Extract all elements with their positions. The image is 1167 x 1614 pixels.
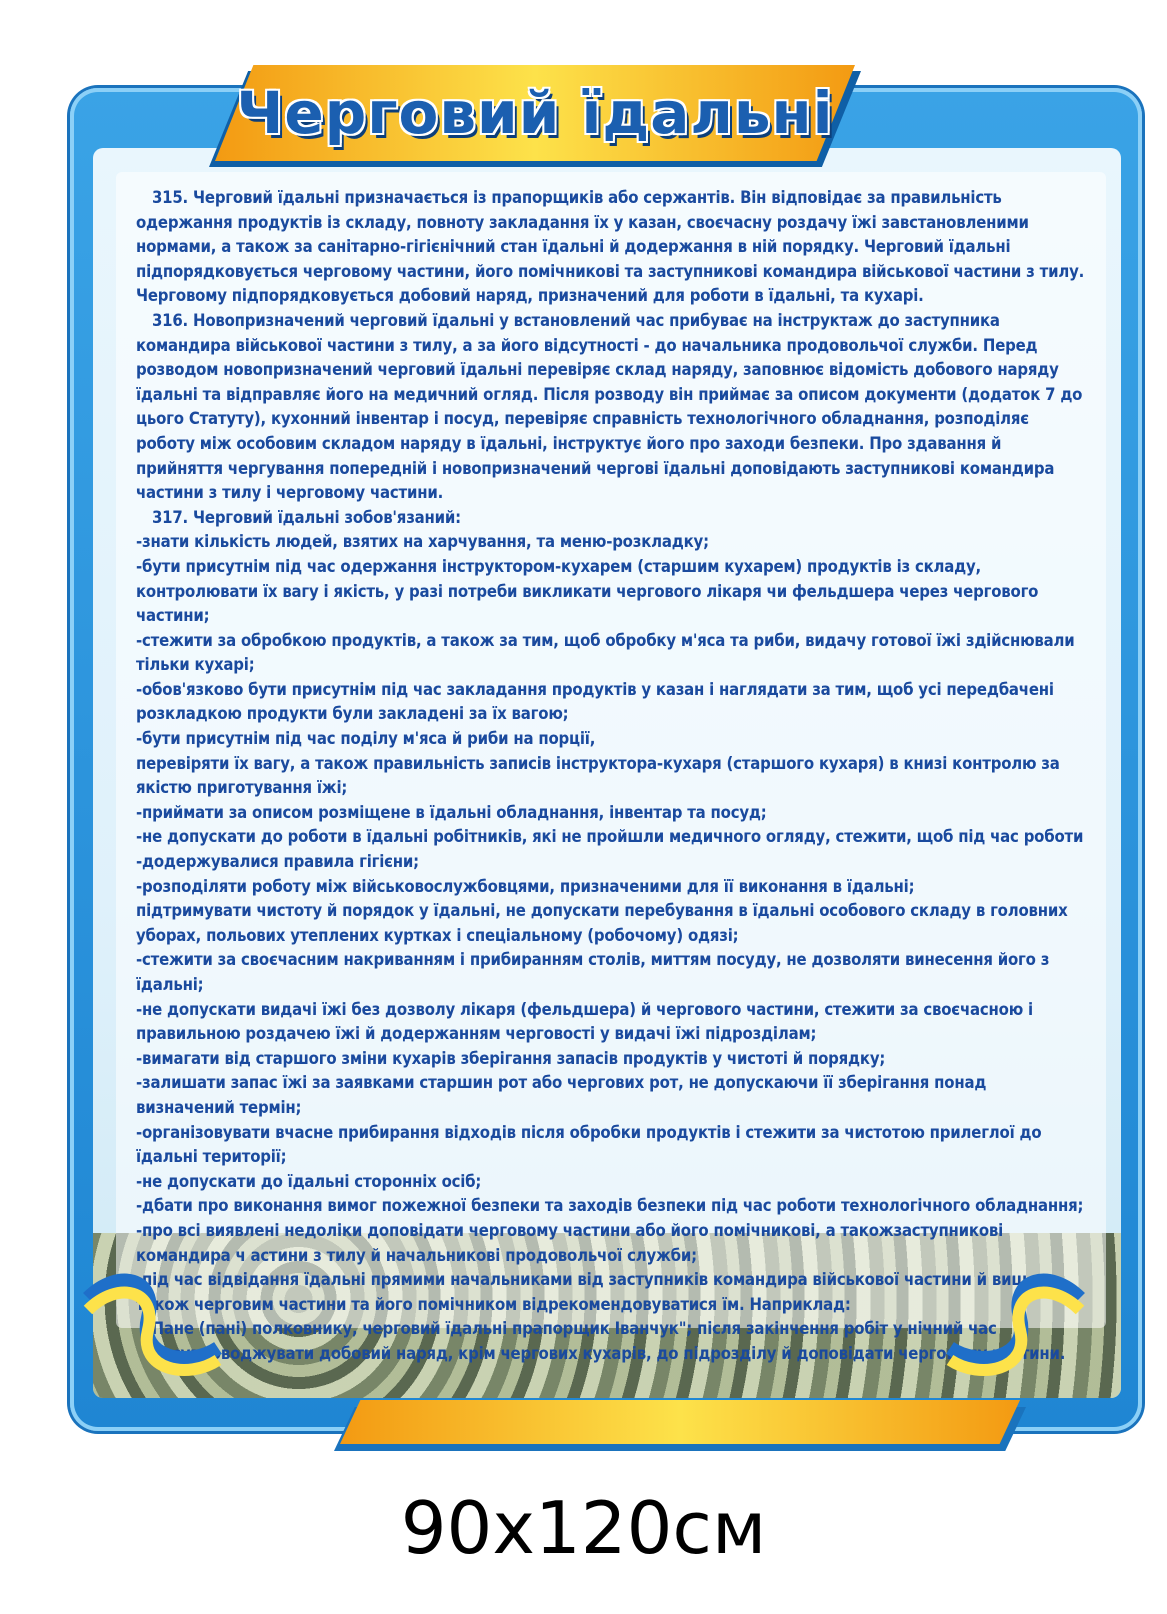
bottom-bar xyxy=(340,1400,1020,1444)
paragraph: -залишати запас їжі за заявками старшин рот або чергових рот, не допускаючи її зберігання понад визначений термін; xyxy=(136,1073,987,1117)
paragraph: -знати кількість людей, взятих на харчування, та меню-розкладку; xyxy=(136,532,709,552)
paragraph: перевіряти їх вагу, а також правильність записів інструктора-кухаря (старшого кухаря) в книзі контролю за якістю приготування їжі; xyxy=(136,753,1060,798)
paragraph: 315. Черговий їдальні призначається із прапорщиків або сержантів. Він відповідає за правильність одержання продуктів із складу, повноту закладання їх у казан, своєчасну роздачу їжі завстановленими нормами, а також за санітарно-гігієнічний стан їдальні й додержання в ній порядку. Черговий їдальні підпорядковується черговому частини, його помічникові та заступникові командира військової частини з тилу. Черговому підпорядковується добовий наряд, призначений для роботи в їдальні, та кухарі. xyxy=(136,188,1085,306)
poster-title: Черговий їдальні xyxy=(236,79,834,147)
paragraph: -обов'язково бути присутнім під час закладання продуктів у казан і наглядати за тим, щоб усі передбачені розкладкою продукти були закладені за їх вагою; xyxy=(136,679,1054,724)
paragraph: 317. Черговий їдальні зобов'язаний: xyxy=(152,507,461,527)
paragraph: -бути присутнім під час поділу м'яса й риби на порції, xyxy=(136,729,596,749)
ukraine-ribbon-icon xyxy=(78,1258,228,1408)
title-banner xyxy=(215,65,855,161)
paragraph: -стежити за обробкою продуктів, а також за тим, щоб обробку м'яса та риби, видачу готової їжі здійснювали тільки кухарі; xyxy=(136,630,1075,675)
paragraph: супроводжувати добовий наряд, крім чергових кухарів, до підрозділу й доповідати черговому частини. xyxy=(172,1343,1066,1363)
paragraph: -приймати за описом розміщене в їдальні обладнання, інвентар та посуд; xyxy=(136,802,767,822)
paragraph: -стежити за своєчасним накриванням і прибиранням столів, миттям посуду, не дозволяти винесення його з їдальні; xyxy=(136,950,1050,994)
paragraph: -організовувати вчасне прибирання відходів після обробки продуктів і стежити за чистотою прилеглої до їдальні території; xyxy=(136,1122,1042,1167)
paragraph: -розподіляти роботу між військовослужбовцями, призначеними для її виконання в їдальні; xyxy=(136,876,915,896)
paragraph: -про всі виявлені недоліки доповідати черговому частини або його помічникові, а такожзаступникові командира ч астини з тилу й начальникові продовольчої служби; xyxy=(136,1220,1004,1265)
paragraph: -не допускати до їдальні сторонніх осіб; xyxy=(136,1171,482,1191)
paragraph: -під час відвідання їдальні прямими начальниками від заступників командира військової частини й вище, а також черговим частини та його помічником відрекомендовуватися їм. Наприклад: xyxy=(136,1270,1058,1314)
size-label: 90х120см xyxy=(400,1486,767,1570)
paragraph: -додержувалися правила гігієни; xyxy=(136,852,419,872)
poster-text xyxy=(136,186,1088,1367)
paragraph: підтримувати чистоту й порядок у їдальні, не допускати перебування в їдальні особового складу в головних уборах, польових утеплених куртках і спеціальному (робочому) одязі; xyxy=(136,901,1068,945)
ukraine-ribbon-icon xyxy=(940,1258,1090,1408)
paragraph: 316. Новопризначений черговий їдальні у встановлений час прибуває на інструктаж до заступника командира військової частини з тилу, а за його відсутності - до начальника продовольчої служби. Перед розводом новопризначений черговий їдальні перевіряє склад наряду, заповнює відомість добового наряду їдальні та відправляє його на медичний огляд. Після розводу він приймає за описом документи (додаток 7 до цього Статуту), кухонний інвентар і посуд, перевіряє справність технологічного обладнання, розподіляє роботу між особовим складом наряду в їдальні, інструктує його про заходи безпеки. Про здавання й прийняття чергування попередній і новопризначений чергові їдальні доповідають заступникові командира частини з тилу і черговому частини. xyxy=(136,310,1083,503)
paragraph: -бути присутнім під час одержання інструктором-кухарем (старшим кухарем) продуктів із складу, контролювати їх вагу і якість, у разі потреби викликати чергового лікаря чи фельдшера через чергового частини; xyxy=(136,556,1039,626)
paragraph: -вимагати від старшого зміни кухарів зберігання запасів продуктів у чистоті й порядку; xyxy=(136,1048,886,1068)
paragraph: "Пане (пані) полковнику, черговий їдальні прапорщик Іванчук"; після закінчення робіт у нічний час xyxy=(144,1319,997,1339)
paragraph: -дбати про виконання вимог пожежної безпеки та заходів безпеки під час роботи технологічного обладнання; xyxy=(136,1196,1084,1216)
paragraph: -не допускати до роботи в їдальні робітників, які не пройшли медичного огляду, стежити, щоб під час роботи xyxy=(136,827,1084,847)
paragraph: -не допускати видачі їжі без дозволу лікаря (фельдшера) й чергового частини, стежити за своєчасною і правильною роздачею їжі й додержанням черговості у видачі їжі підрозділам; xyxy=(136,999,1033,1044)
